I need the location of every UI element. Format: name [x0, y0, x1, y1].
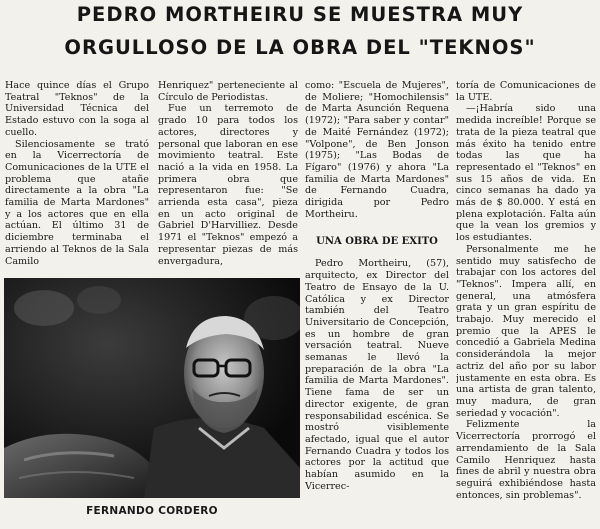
article-column-3 — [305, 80, 449, 525]
paragraph: Pedro Mortheiru, (57), arquitecto, ex Director del Teatro de Ensayo de la U. Católica y ex Director también del Teatro Universitario de Concepción, es un hombre de gran versación teatral. Nueve semanas le llevó la preparación de la obra "La familia de Marta Mardones". Tiene fama de ser un director exigente, de gran responsabilidad escénica. Se mostró visiblemente afectado, igual que el autor Fernando Cuadra y todos los actores por la actitud que habían asumido en la Vicerrec- — [305, 258, 449, 492]
subheading: UNA OBRA DE EXITO — [316, 236, 438, 248]
article-column-1 — [5, 80, 149, 275]
paragraph: Fue un terremoto de grado 10 para todos los actores, directores y personal que laboran en ese movimiento teatral. Este nació a la vida en 1958. La primera obra que representaron fue: "Se arrienda esta casa", pieza en un acto original de Gabriel D'Harvilliez. Desde 1971 el "Teknos" empezó a representar piezas de más envergadura, — [158, 103, 298, 267]
headline-line-2: ORGULLOSO DE LA OBRA DEL "TEKNOS" — [64, 36, 536, 59]
headline-line-1: PEDRO MORTHEIRU SE MUESTRA MUY — [76, 3, 524, 26]
paragraph: Personalmente me he sentido muy satisfecho de trabajar con los actores del "Teknos". Impera allí, en general, una atmósfera grata y un gran espíritu de trabajo. Muy merecido el premio que la APES le concedió a Gabriela Medina considerándola la mejor actriz del año por su labor justamente en esta obra. Es una artista de gran talento, muy madura, de gran seriedad y vocación". — [456, 243, 596, 419]
paragraph: como: "Escuela de Mujeres", de Moliere; "Homochilensis" de Marta Asunción Requena (1972); "Para saber y contar" de Maité Fernández (1972); "Volpone", de Ben Jonson (1975); "Las Bodas de Fígaro" (1976) y ahora "La familia de Marta Mardones" de Fernando Cuadra, dirigida por Pedro Mortheiru. — [305, 80, 449, 220]
article-column-4 — [456, 80, 596, 525]
photo-caption: FERNANDO CORDERO — [86, 505, 218, 517]
paragraph: Silenciosamente se trató en la Vicerrectoría de Comunicaciones de la UTE el problema que atañe directamente a la obra "La familia de Marta Mardones" y a los actores que en ella actúan. El último 31 de diciembre terminaba el arriendo al Teknos de la Sala Camilo — [5, 138, 149, 267]
portrait-illustration — [4, 278, 300, 498]
paragraph: Hace quince días el Grupo Teatral "Teknos" de la Universidad Técnica del Estado estuvo con la soga al cuello. — [5, 80, 149, 138]
paragraph: Felizmente la Vicerrectoría prorrogó el arrendamiento de la Sala Camilo Henriquez hasta fines de abril y nuestra obra seguirá exhibiéndose hasta entonces, sin problemas". — [456, 419, 596, 501]
article-column-2 — [158, 80, 298, 275]
paragraph: toría de Comunicaciones de la UTE. — [456, 80, 596, 103]
paragraph: Henriquez" perteneciente al Círculo de Periodistas. — [158, 80, 298, 103]
paragraph: —¡Habría sido una medida increíble! Porque se trata de la pieza teatral que más éxito ha tenido entre todas las que ha representado el "Teknos" en sus 15 años de vida. En cinco semanas ha dado ya más de $ 80.000. Y está en plena explotación. Falta aún que la vean los gremios y los estudiantes. — [456, 103, 596, 244]
portrait-photo — [4, 278, 300, 498]
